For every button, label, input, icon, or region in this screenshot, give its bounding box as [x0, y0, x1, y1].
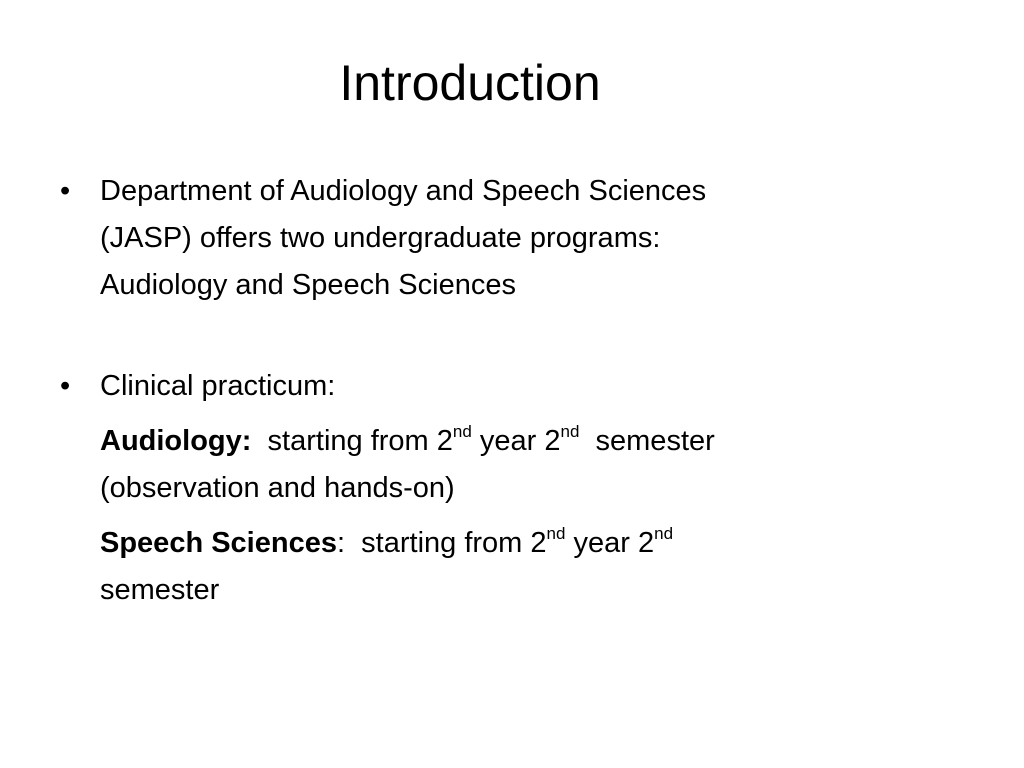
speech-practicum	[60, 520, 920, 614]
spacer	[60, 309, 920, 363]
bullet-icon: •	[60, 370, 71, 402]
speech-text: starting from 2	[361, 527, 547, 559]
bullet-item-programs	[60, 168, 920, 309]
audiology-text: starting from 2	[267, 425, 453, 457]
ordinal-suffix: nd	[560, 422, 580, 442]
speech-text: year 2	[565, 527, 655, 559]
audiology-label: Audiology:	[100, 425, 252, 457]
speech-colon: :	[336, 527, 346, 559]
audiology-line	[100, 418, 920, 465]
ordinal-suffix: nd	[452, 422, 472, 442]
ordinal-suffix: nd	[654, 524, 674, 544]
bullet-item-practicum	[60, 363, 920, 410]
audiology-text: year 2	[471, 425, 561, 457]
bullet-icon: •	[60, 175, 71, 207]
audiology-practicum	[60, 418, 920, 512]
speech-line	[100, 520, 920, 567]
bullet-text-line: Audiology and Speech Sciences	[100, 269, 516, 301]
speech-line: semester	[100, 574, 220, 606]
ordinal-suffix: nd	[546, 524, 566, 544]
slide-title: Introduction	[339, 55, 601, 111]
bullet-text-line: (JASP) offers two undergraduate programs:	[100, 222, 661, 254]
slide-body	[60, 168, 920, 614]
audiology-text: semester	[587, 425, 715, 457]
audiology-line: (observation and hands-on)	[100, 472, 455, 504]
bullet-text-line: Department of Audiology and Speech Sciences	[100, 175, 707, 207]
speech-label: Speech Sciences	[100, 527, 337, 559]
bullet-text-line: Clinical practicum:	[100, 370, 336, 402]
